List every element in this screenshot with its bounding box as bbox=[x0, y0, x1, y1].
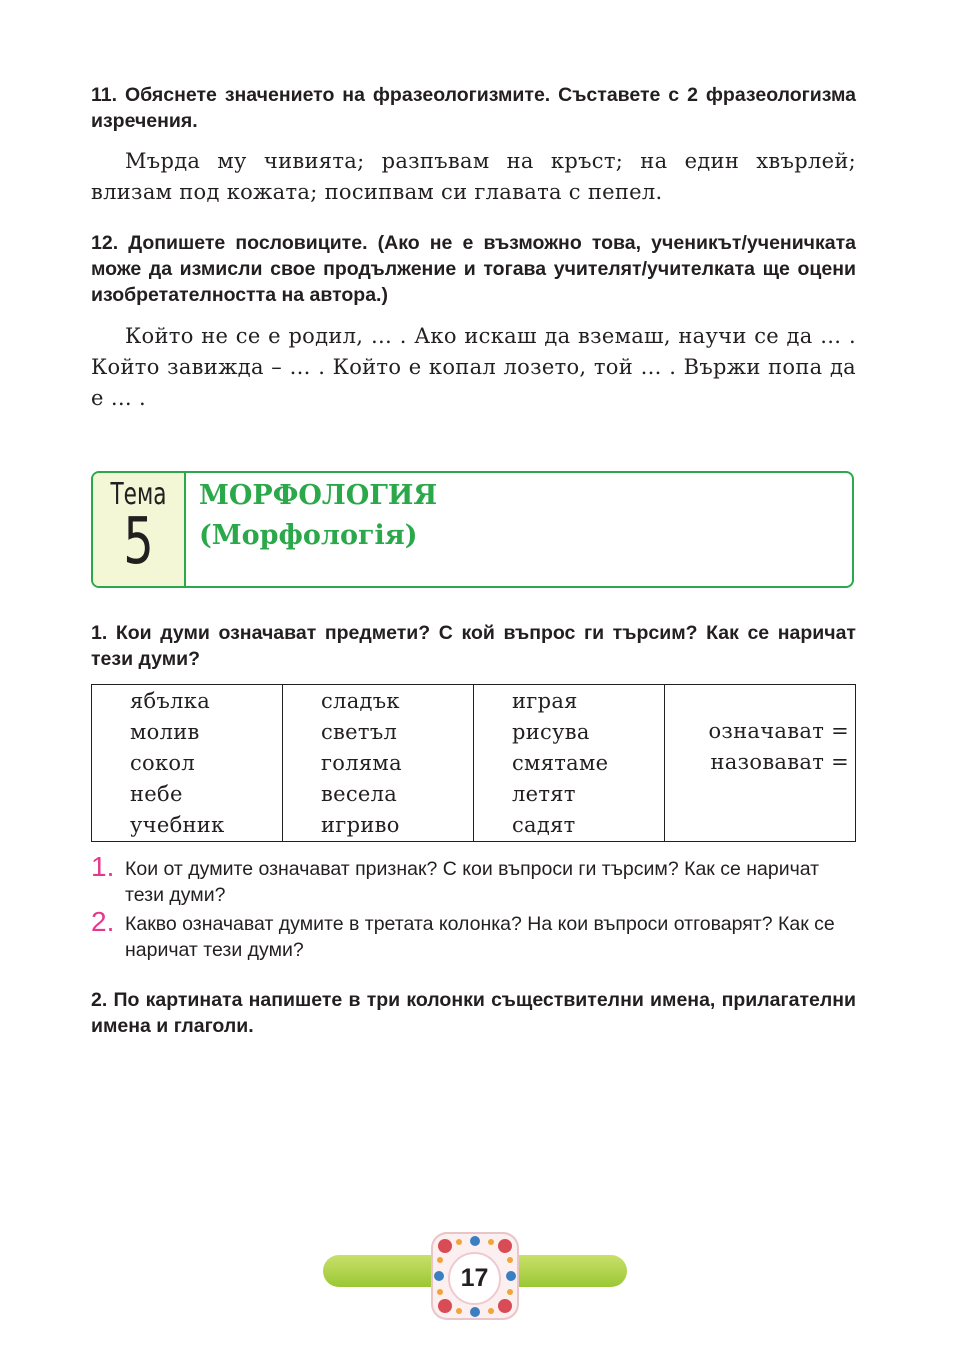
theme-label: Тема bbox=[110, 477, 167, 512]
sub-item-1 bbox=[91, 851, 861, 908]
theme-number: 5 bbox=[123, 505, 154, 579]
theme-title-block bbox=[199, 476, 437, 556]
word-cell: небе bbox=[130, 782, 183, 806]
words-column-adjectives bbox=[283, 685, 474, 842]
page-number: 17 bbox=[448, 1252, 501, 1305]
sub-item-number: 1. bbox=[91, 851, 115, 882]
word-cell: сокол bbox=[130, 751, 196, 775]
word-cell: учебник bbox=[130, 813, 225, 837]
word-cell: голяма bbox=[321, 751, 402, 775]
word-cell: садят bbox=[512, 813, 576, 837]
task-11-title: 11. Обяснете значението на фразеологизмите. Съставете с 2 фразеологизма изречения. bbox=[91, 84, 856, 132]
words-column-nouns bbox=[92, 685, 283, 842]
word-cell: смятаме bbox=[512, 751, 609, 775]
task-11-text: Мърда му чивията; разпъвам на кръст; на един хвърлей; влизам под кожата; посипвам си главата с пепел. bbox=[91, 149, 856, 204]
task-12-title: 12. Допишете пословиците. (Ако не е възможно това, ученикът/ученичката може да измисли свое продължение и тогава учителят/учителката ще оцени изобретателността на автора.) bbox=[91, 232, 856, 306]
word-cell: светъл bbox=[321, 720, 398, 744]
theme-header bbox=[91, 471, 854, 588]
words-table bbox=[91, 684, 856, 842]
task-12-text: Който не се е родил, … . Ако искаш да вземаш, научи се да … . Който завижда – … . Който е копал лозето, той … . Вържи попа да е … . bbox=[91, 324, 856, 410]
sub-item-text: Кои от думите означават признак? С кои въпроси ги търсим? Как се наричат тези думи? bbox=[125, 858, 820, 906]
sub-item-text: Какво означават думите в третата колонка? На кои въпроси отговарят? Как се наричат тези думи? bbox=[125, 913, 835, 961]
task-2-title: 2. По картината напишете в три колонки съществителни имена, прилагателни имена и глаголи. bbox=[91, 989, 856, 1037]
sub-item-number: 2. bbox=[91, 906, 115, 937]
word-cell: игриво bbox=[321, 813, 400, 837]
words-column-verbs bbox=[474, 685, 665, 842]
word-cell: рисува bbox=[512, 720, 590, 744]
word-cell: летят bbox=[512, 782, 576, 806]
word-cell: ябълка bbox=[130, 689, 211, 713]
theme-tab bbox=[93, 473, 186, 587]
theme-subtitle: (Морфологія) bbox=[199, 520, 418, 551]
meaning-label: назовават = bbox=[710, 750, 849, 774]
word-cell: весела bbox=[321, 782, 398, 806]
sub-item-2 bbox=[91, 906, 861, 963]
meaning-label: означават = bbox=[708, 719, 849, 743]
theme-title: МОРФОЛОГИЯ bbox=[199, 480, 438, 511]
task-1-title: 1. Кои думи означават предмети? С кой въпрос ги търсим? Как се наричат тези думи? bbox=[91, 622, 856, 670]
words-column-meaning bbox=[665, 685, 856, 842]
word-cell: молив bbox=[130, 720, 200, 744]
page-number-badge bbox=[431, 1232, 519, 1320]
word-cell: играя bbox=[512, 689, 578, 713]
word-cell: сладък bbox=[321, 689, 400, 713]
